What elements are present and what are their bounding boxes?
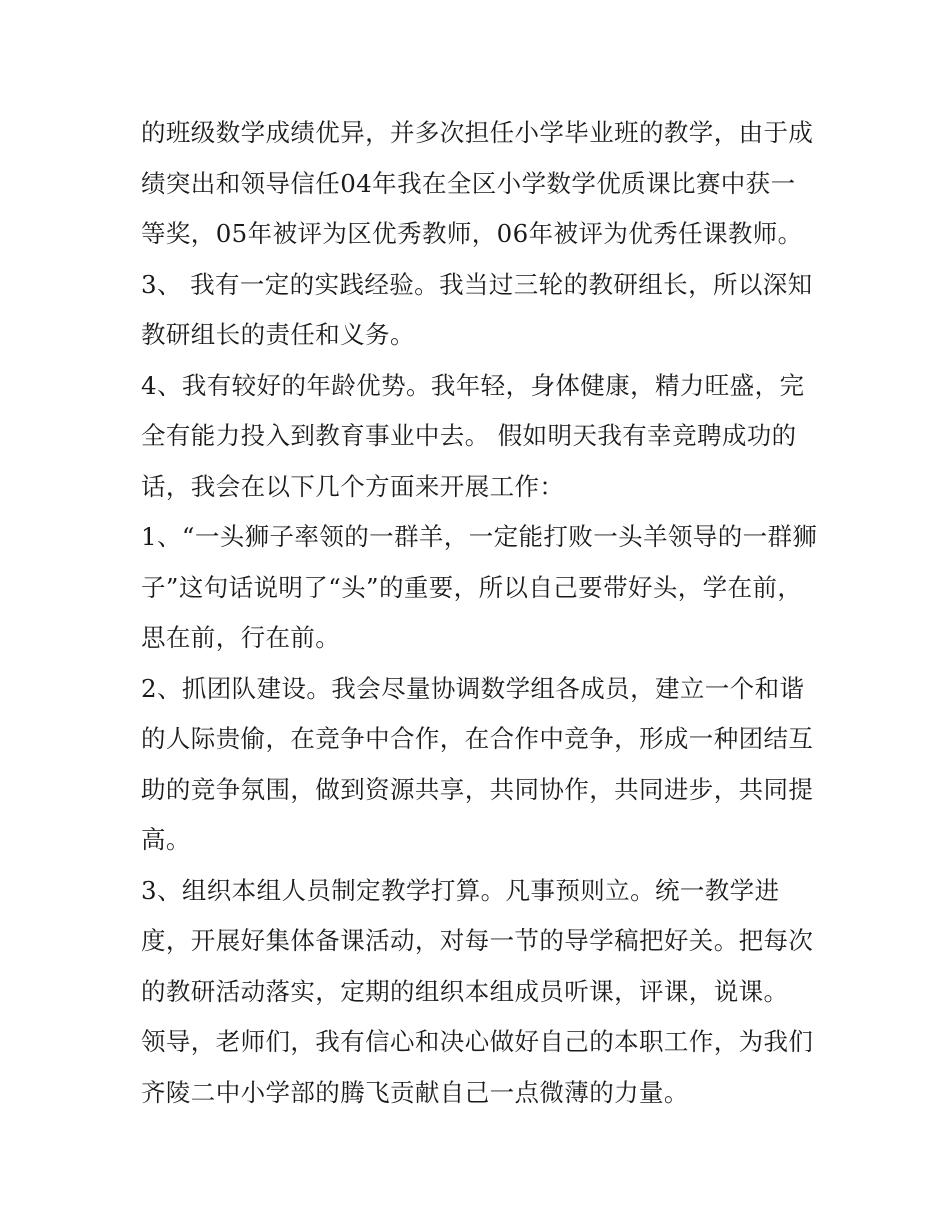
text-line: 绩突出和领导信任04年我在全区小学数学优质课比赛中获一	[141, 168, 796, 198]
text-line: 的人际贵偷，在竞争中合作，在合作中竞争，形成一种团结互	[141, 724, 814, 753]
text-line: 的班级数学成绩优异，并多次担任小学毕业班的教学，由于成	[141, 118, 814, 147]
text-line: 等奖，05年被评为区优秀教师，06年被评为优秀任课教师。	[141, 219, 803, 248]
text-line: 2、抓团队建设。我会尽量协调数学组各成员，建立一个和谐	[141, 673, 805, 703]
text-line: 3、 我有一定的实践经验。我当过三轮的教研组长，所以深知	[141, 269, 813, 299]
text-line: 助的竞争氛围，做到资源共享，共同协作，共同进步，共同提	[141, 774, 814, 804]
text-line: 4、我有较好的年龄优势。我年轻，身体健康，精力旺盛，完	[141, 370, 805, 400]
text-line: 3、组织本组人员制定教学打算。凡事预则立。统一教学进	[141, 875, 780, 905]
text-line: 全有能力投入到教育事业中去。 假如明天我有幸竞聘成功的	[141, 421, 797, 450]
text-line: 高。	[141, 825, 191, 854]
text-line: 领导，老师们，我有信心和决心做好自己的本职工作，为我们	[141, 1027, 814, 1056]
text-line: 思在前，行在前。	[141, 623, 341, 652]
text-line: 齐陵二中小学部的腾飞贡献自己一点微薄的力量。	[141, 1077, 689, 1107]
text-line: 子”这句话说明了“头”的重要，所以自己要带好头，学在前，	[141, 572, 803, 602]
body-text	[141, 108, 821, 1118]
text-line: 1、“一头狮子率领的一群羊，一定能打败一头羊领导的一群狮	[141, 522, 818, 551]
text-line: 的教研活动落实，定期的组织本组成员听课，评课，说课。	[141, 976, 789, 1006]
text-line: 话，我会在以下几个方面来开展工作：	[141, 471, 565, 501]
text-line: 教研组长的责任和义务。	[141, 320, 415, 349]
text-line: 度，开展好集体备课活动，对每一节的导学稿把好关。把每次	[141, 926, 814, 955]
